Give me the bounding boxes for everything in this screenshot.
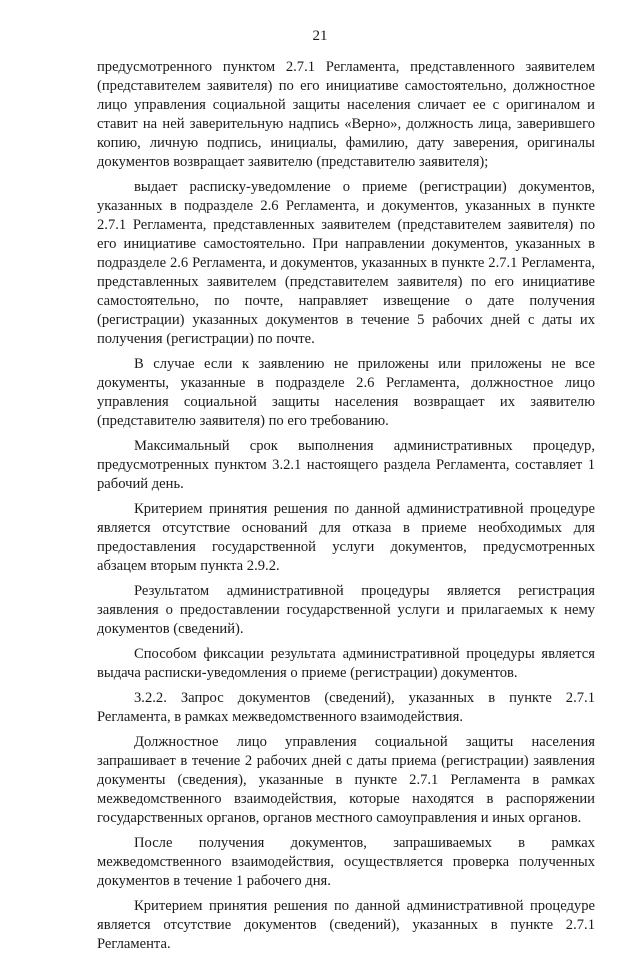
paragraph-decision-criterion: Критерием принятия решения по данной административной процедуре является отсутствие оснований для отказа в приеме необходимых для предоставления государственной услуги документов, предусмотренных абзацем вторым пункта 2.9.2. — [97, 501, 595, 574]
document-body — [97, 58, 595, 960]
paragraph-official-request: Должностное лицо управления социальной защиты населения запрашивает в течение 2 рабочих дней с даты приема (регистрации) заявления документы (сведения), указанные в пункте 2.7.1 Регламента в рамках межведомственного взаимодействия, которые находятся в распоряжении государственных органов, органов местного самоуправления и иных органов. — [97, 734, 595, 826]
page-number: 21 — [312, 28, 328, 44]
paragraph-incomplete-documents: В случае если к заявлению не приложены или приложены не все документы, указанные в подразделе 2.6 Регламента, должностное лицо управления социальной защиты населения возвращает их заявителю (представителю заявителя) по его требованию. — [97, 356, 595, 429]
paragraph-continuation: предусмотренного пунктом 2.7.1 Регламента, представленного заявителем (представителем заявителя) по его инициативе самостоятельно, должностное лицо управления социальной защиты населения сличает ее с оригиналом и ставит на ней заверительную надпись «Верно», должность лица, заверившего копию, личную подпись, инициалы, фамилию, дату заверения, оригиналы документов возвращает заявителю (представителю заявителя); — [97, 59, 595, 170]
paragraph-after-receipt: После получения документов, запрашиваемых в рамках межведомственного взаимодействия, осуществляется проверка полученных документов в течение 1 рабочего дня. — [97, 835, 595, 889]
paragraph-fixation-method: Способом фиксации результата административной процедуры является выдача расписки-уведомления о приеме (регистрации) документов. — [97, 646, 595, 681]
paragraph-final-criterion: Критерием принятия решения по данной административной процедуре является отсутствие документов (сведений), указанных в пункте 2.7.1 Регламента. — [97, 898, 595, 952]
paragraph-procedure-result: Результатом административной процедуры является регистрация заявления о предоставлении государственной услуги и прилагаемых к нему документов (сведений). — [97, 583, 595, 637]
paragraph-receipt-notice: выдает расписку-уведомление о приеме (регистрации) документов, указанных в подразделе 2.6 Регламента, и документов, указанных в пункте 2.7.1 Регламента, представленных заявителем (представителем заявителя) по его инициативе самостоятельно. При направлении документов, указанных в подразделе 2.6 Регламента, и документов, указанных в пункте 2.7.1 Регламента, представленных заявителем (представителем заявителя) по его инициативе самостоятельно, по почте, направляет извещение о дате получения (регистрации) указанных документов в течение 5 рабочих дней с даты их получения (регистрации) по почте. — [97, 179, 595, 347]
paragraph-max-term: Максимальный срок выполнения административных процедур, предусмотренных пунктом 3.2.1 настоящего раздела Регламента, составляет 1 рабочий день. — [97, 438, 595, 492]
paragraph-section-3-2-2: 3.2.2. Запрос документов (сведений), указанных в пункте 2.7.1 Регламента, в рамках межведомственного взаимодействия. — [97, 690, 595, 725]
